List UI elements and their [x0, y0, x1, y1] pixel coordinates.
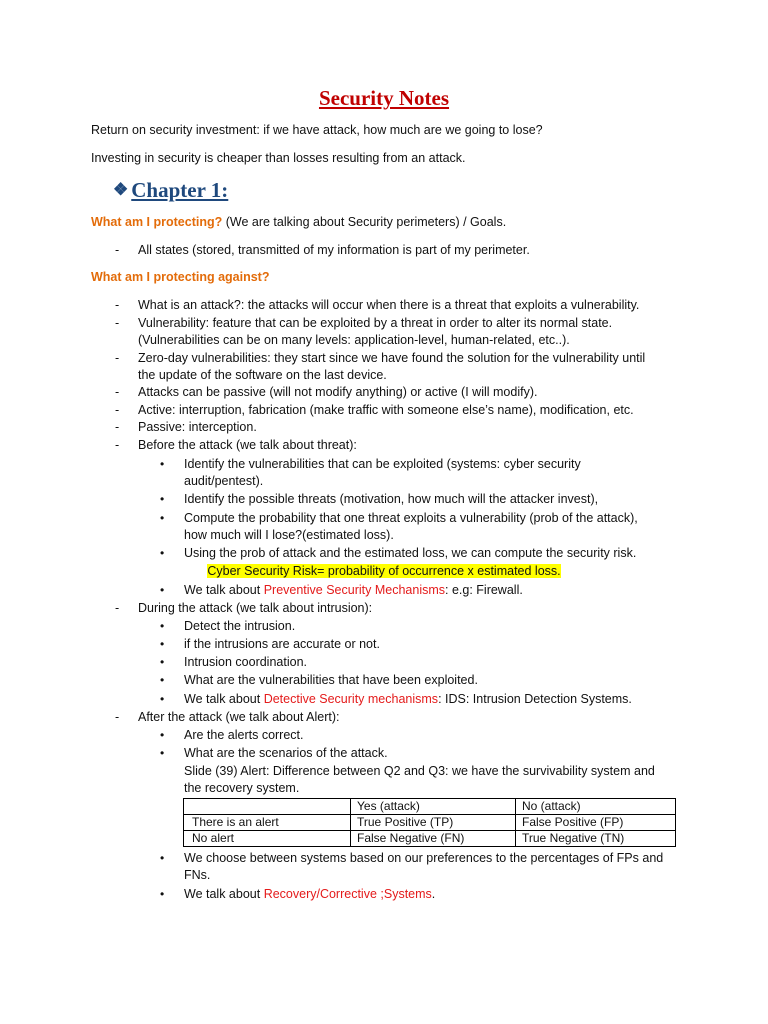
bullet-marker: • [160, 546, 165, 560]
list-item-continuation: the update of the software on the last device. [138, 368, 387, 382]
table-cell: True Positive (TP) [351, 815, 516, 831]
sub-list-item: if the intrusions are accurate or not. [184, 637, 380, 651]
diamond-bullet-icon: ❖ [113, 180, 129, 199]
chapter-label: Chapter 1: [131, 178, 229, 202]
mechanism-highlight: Recovery/Corrective ;Systems [263, 887, 432, 901]
bullet-marker: • [160, 851, 165, 865]
section-heading: What am I protecting against? [91, 270, 270, 284]
list-item-continuation: (Vulnerabilities can be on many levels: application-level, human-related, etc..). [138, 333, 570, 347]
sub-list-item: Detect the intrusion. [184, 619, 296, 633]
bullet-marker: • [160, 457, 165, 471]
sub-list-item-continuation: audit/pentest). [184, 474, 264, 488]
table-cell: False Negative (FN) [351, 831, 516, 847]
page-title: Security Notes [318, 86, 450, 110]
dash-marker: - [115, 710, 120, 724]
talk-about-suffix: : IDS: Intrusion Detection Systems. [438, 692, 632, 706]
table-header-cell: Yes (attack) [351, 799, 516, 815]
dash-marker: - [115, 420, 120, 434]
bullet-marker: • [160, 637, 165, 651]
list-item: Zero-day vulnerabilities: they start since we have found the solution for the vulnerability until [138, 351, 646, 365]
bullet-marker: • [160, 887, 165, 901]
bullet-marker: • [160, 746, 165, 760]
list-item: Vulnerability: feature that can be exploited by a threat in order to alter its normal state. [138, 316, 613, 330]
dash-marker: - [115, 601, 120, 615]
table-row [184, 815, 676, 831]
section-heading [91, 215, 506, 229]
sub-list-item-continuation: the recovery system. [184, 781, 300, 795]
section-heading-rest: (We are talking about Security perimeters) / Goals. [222, 215, 507, 229]
dash-marker: - [115, 298, 120, 312]
bullet-marker: • [160, 492, 165, 506]
talk-about-prefix: We talk about [184, 583, 264, 597]
list-item: Passive: interception. [138, 420, 257, 434]
talk-about-line [184, 583, 523, 597]
sub-list-item: Using the prob of attack and the estimated loss, we can compute the security risk. [184, 546, 637, 560]
sub-list-item: We choose between systems based on our preferences to the percentages of FPs and [184, 851, 664, 865]
section-heading-label: What am I protecting? [91, 215, 223, 229]
table-cell: False Positive (FP) [516, 815, 676, 831]
talk-about-prefix: We talk about [184, 887, 264, 901]
chapter-heading [113, 178, 228, 203]
table-row [184, 831, 676, 847]
risk-formula-row [0, 564, 768, 578]
intro-line: Return on security investment: if we have attack, how much are we going to lose? [91, 123, 543, 137]
phase-label: During the attack (we talk about intrusion): [138, 601, 373, 615]
bullet-marker: • [160, 692, 165, 706]
table-header-cell [184, 799, 351, 815]
list-item: All states (stored, transmitted of my information is part of my perimeter. [138, 243, 530, 257]
mechanism-highlight: Detective Security mechanisms [263, 692, 439, 706]
bullet-marker: • [160, 673, 165, 687]
table-cell: There is an alert [184, 815, 351, 831]
alert-confusion-table [183, 798, 676, 847]
dash-marker: - [115, 385, 120, 399]
sub-list-item: Compute the probability that one threat exploits a vulnerability (prob of the attack), [184, 511, 638, 525]
sub-list-item: What are the scenarios of the attack. [184, 746, 388, 760]
talk-about-suffix: : e.g: Firewall. [445, 583, 523, 597]
dash-marker: - [115, 316, 120, 330]
phase-label: Before the attack (we talk about threat): [138, 438, 357, 452]
sub-list-item: Intrusion coordination. [184, 655, 307, 669]
dash-marker: - [115, 403, 120, 417]
bullet-marker: • [160, 728, 165, 742]
table-header-row [184, 799, 676, 815]
table-header-cell: No (attack) [516, 799, 676, 815]
dash-marker: - [115, 243, 120, 257]
sub-list-item: What are the vulnerabilities that have been exploited. [184, 673, 478, 687]
talk-about-prefix: We talk about [184, 692, 264, 706]
intro-line: Investing in security is cheaper than losses resulting from an attack. [91, 151, 466, 165]
sub-list-item: Are the alerts correct. [184, 728, 304, 742]
dash-marker: - [115, 438, 120, 452]
talk-about-line [184, 887, 435, 901]
list-item: Active: interruption, fabrication (make traffic with someone else’s name), modification, etc. [138, 403, 634, 417]
talk-about-suffix: . [431, 887, 436, 901]
sub-list-item-continuation: how much will I lose?(estimated loss). [184, 528, 394, 542]
dash-marker: - [115, 351, 120, 365]
sub-list-item: Identify the vulnerabilities that can be exploited (systems: cyber security [184, 457, 581, 471]
phase-label: After the attack (we talk about Alert): [138, 710, 340, 724]
list-item: Attacks can be passive (will not modify anything) or active (I will modify). [138, 385, 538, 399]
bullet-marker: • [160, 619, 165, 633]
sub-list-item: Identify the possible threats (motivation, how much will the attacker invest), [184, 492, 599, 506]
talk-about-line [184, 692, 632, 706]
list-item: What is an attack?: the attacks will occur when there is a threat that exploits a vulnerability. [138, 298, 640, 312]
mechanism-highlight: Preventive Security Mechanisms [263, 583, 446, 597]
bullet-marker: • [160, 583, 165, 597]
sub-list-item-continuation: FNs. [184, 868, 211, 882]
risk-formula: Cyber Security Risk= probability of occurrence x estimated loss. [207, 564, 561, 578]
sub-list-item-continuation: Slide (39) Alert: Difference between Q2 and Q3: we have the survivability system and [184, 764, 655, 778]
bullet-marker: • [160, 511, 165, 525]
table-cell: True Negative (TN) [516, 831, 676, 847]
table-cell: No alert [184, 831, 351, 847]
bullet-marker: • [160, 655, 165, 669]
